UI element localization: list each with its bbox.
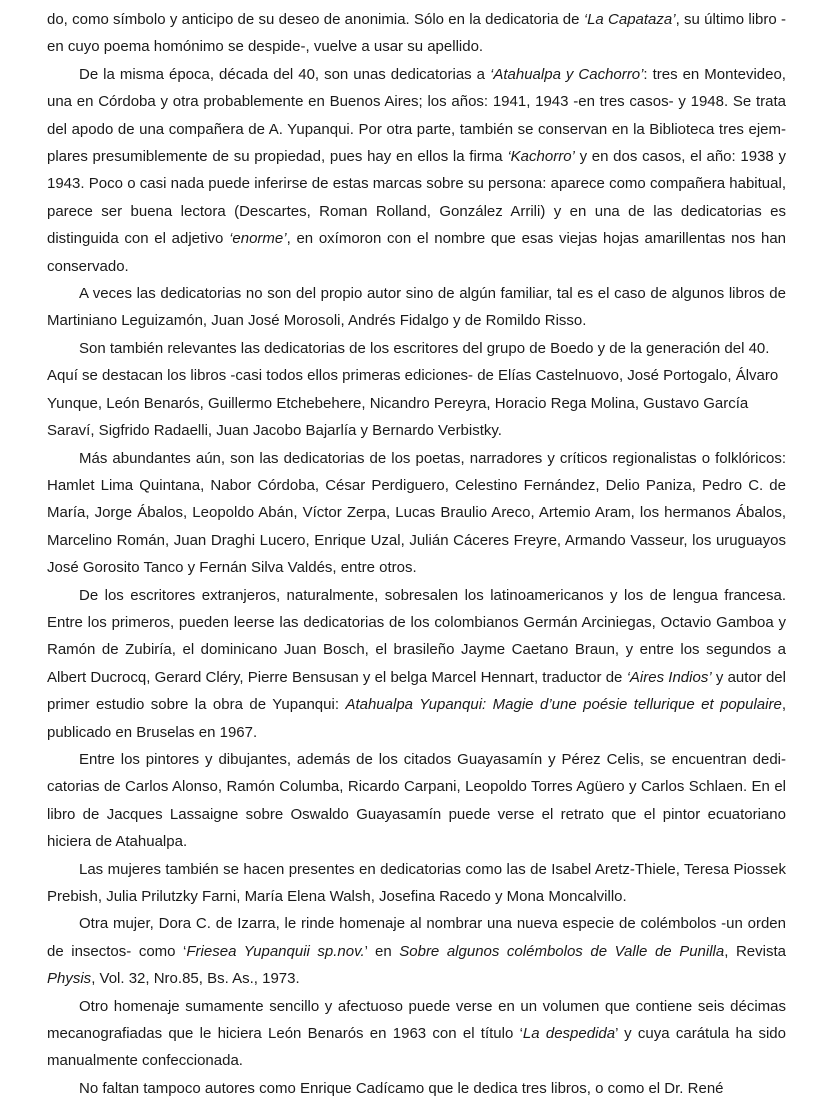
paragraph-5 (47, 445, 786, 582)
text-run: ’ y cuya carátula ha sido manualmente confeccionada. (47, 1025, 786, 1070)
text-run: y autor del primer estudio sobre la obra de Yupanqui: (47, 668, 786, 714)
text-run: Otro homenaje sumamente sencillo y afectuoso puede verse en un volumen que contiene seis décimas mecanografiadas que le hiciera León Benarós en 1963 con el título ‘ (47, 997, 786, 1043)
text-run: , publicado en Bruselas en 1967. (47, 696, 786, 741)
paragraph-9 (47, 910, 786, 992)
paragraph-4 (47, 335, 786, 445)
text-run: De la misma época, década del 40, son unas dedicatorias a (79, 65, 491, 83)
italic-text: La despedida (522, 1025, 616, 1043)
text-run: do, como símbolo y anticipo de su deseo de anonimia. Sólo en la dedicatoria de (47, 11, 584, 28)
italic-text: Physis (47, 970, 92, 988)
text-run: y en dos casos, el año: 1938 y 1943. Poco o casi nada puede inferirse de estas marcas sobre su persona: aparece como compañera habitual, parece ser buena lectora (Descartes, Roman Rolland, González Arrili) y en una de las dedicatorias es distinguida con el adjetivo (47, 148, 786, 248)
text-run: Las mujeres también se hacen presentes en dedicatorias como las de Isabel Aretz-Thiele, Teresa Piossek Prebish, Julia Prilutzky Farni, María Elena Walsh, Josefina Racedo y Mona Moncalvillo. (47, 860, 786, 905)
paragraph-2 (47, 61, 786, 280)
italic-text: Sobre algunos colémbolos de Valle de Punilla (399, 942, 725, 960)
text-run: , su último libro -en cuyo poema homónimo se despide-, vuelve a usar su apellido. (47, 11, 786, 56)
text-run: A veces las dedicatorias no son del propio autor sino de algún familiar, tal es el caso de algunos libros de Martiniano Leguizamón, Juan José Morosoli, Andrés Fidalgo y de Romildo Risso. (47, 285, 786, 330)
text-run: Más abundantes aún, son las dedicatorias de los poetas, narradores y críticos regionalistas o folklóricos: Hamlet Lima Quintana, Nabor Córdoba, César Perdiguero, Celestino Fernández, Delio Paniza, Pedro C. de María, Jorge Ábalos, Leopoldo Abán, Víctor Zerpa, Lucas Braulio Areco, Artemio Aram, los hermanos Ábalos, Marcelino Román, Juan Draghi Lucero, Enrique Uzal, Julián Cáceres Freyre, Armando Vasseur, los uruguayos José Gorosito Tanco y Fernán Silva Valdés, entre otros. (47, 449, 786, 577)
italic-text: Friesea Yupanquii sp.nov. (186, 942, 365, 960)
italic-text: Atahualpa Yupanqui: Magie d’une poésie tellurique et populaire (345, 696, 782, 714)
paragraph-1 (47, 6, 786, 61)
text-run: Son también relevantes las dedicatorias de los escritores del grupo de Boedo y de la generación del 40. Aquí se destacan los libros -casi todos ellos primeras ediciones- de Elías Castelnuovo, José Portogalo, Álvaro Yunque, León Benarós, Guillermo Etchebehere, Nicandro Pereyra, Horacio Rega Molina, Gustavo García Saraví, Sigfrido Radaelli, Juan Jacobo Bajarlía y Bernardo Verbistky. (47, 339, 779, 440)
italic-text: ‘La Capataza’ (583, 11, 676, 28)
paragraph-7 (47, 746, 786, 856)
text-run: Otra mujer, Dora C. de Izarra, le rinde homenaje al nombrar una nueva especie de colémbolos -un orden de insectos- como ‘ (47, 915, 786, 960)
text-run: , en oxímoron con el nombre que esas viejas hojas amarillentas nos han conservado. (47, 230, 787, 275)
italic-text: ‘Atahualpa y Cachorro’ (490, 65, 644, 83)
paragraph-11 (47, 1075, 786, 1102)
text-run: ’ en (364, 942, 400, 960)
paragraph-10 (47, 993, 786, 1075)
italic-text: ‘Aires Indios’ (626, 668, 712, 686)
text-run: De los escritores extranjeros, naturalmente, sobresalen los latinoamericanos y los de lengua francesa. Entre los primeros, pueden leerse las dedicatorias de los colombianos Germán Arciniegas, Octavio Gamboa y Ramón de Zubiría, el dominicano Juan Bosch, el brasileño Jayme Caetano Braun, y entre los segundos a Albert Ducrocq, Gerard Cléry, Pierre Bensusan y el belga Marcel Hennart, traductor de (47, 586, 786, 686)
text-run: : tres en Montevideo, una en Córdoba y otra probablemente en Buenos Aires; los años: 1941, 1943 -en tres casos- y 1948. Se trata del apodo de una compañera de A. Yupanqui. Por otra parte, también se conservan en la Biblioteca tres ejemplares presumiblemente de su propiedad, pues hay en ellos la firma (47, 65, 786, 166)
paragraph-3 (47, 280, 786, 335)
italic-text: ‘Kachorro’ (507, 148, 575, 166)
italic-text: ‘enorme’ (229, 230, 287, 248)
text-run: No faltan tampoco autores como Enrique Cadícamo que le dedica tres libros, o como el Dr. René (79, 1079, 724, 1097)
paragraph-6 (47, 582, 786, 746)
text-run: , Vol. 32, Nro.85, Bs. As., 1973. (91, 970, 300, 988)
paragraph-8 (47, 856, 786, 911)
text-run: Entre los pintores y dibujantes, además de los citados Guayasamín y Pérez Celis, se encuentran dedicatorias de Carlos Alonso, Ramón Columba, Ricardo Carpani, Leopoldo Torres Agüero y Carlos Schlaen. En el libro de Jacques Lassaigne sobre Oswaldo Guayasamín puede verse el retrato que el pintor ecuatoriano hiciera de Atahualpa. (47, 750, 786, 851)
text-run: , Revista (724, 942, 786, 960)
